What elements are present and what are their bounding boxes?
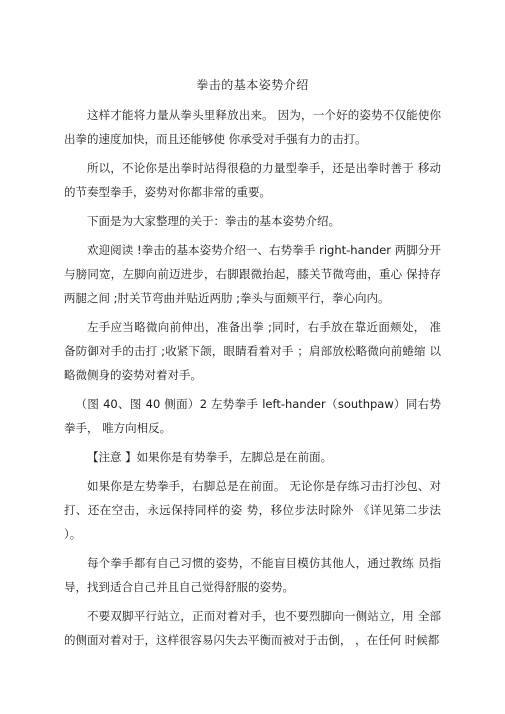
document-title: 拳击的基本姿势介绍 [196, 78, 309, 92]
paragraph: 下面是为大家整理的关于：拳击的基本姿势介绍。 [87, 214, 340, 228]
paragraph: 不要双脚平行站立，正而对着对手，也不要烈脚向一侧站立，用 全部的侧面对着对于，这样很容易闪失去平衡而被对于击倒， ，在任何 时候都 [64, 609, 441, 647]
paragraph: 欢迎阅读 !拳击的基本姿势介绍一、右势拳手 right-hander 两脚分开与膀同宽，左脚向前迈进步，右脚跟微抬起，膝关节微弯曲，重心 保持存两腿之间 ;肘关节弯曲并贴近两肋 ;拳头与面颊平行，拳心向内。 [64, 243, 441, 305]
paragraph: 所以，不论你是出拳时站得很稳的力量型拳手，还是出拳时善于 移动的节奏型拳手，姿势对你都非常的重要。 [64, 161, 441, 199]
paragraph: 每个拳手都有自己习惯的姿势，不能盲目模仿其他人，通过教练 员指导，找到适合自己并且自己觉得舒服的姿势。 [64, 556, 441, 594]
paragraph: （图 40、图 40 侧面）2 左势拳手 left-hander（southpaw）同右势拳手， 唯方向相反。 [64, 397, 441, 435]
paragraph: 左手应当略微向前伸出，准备出拳 ;同时，右手放在靠近面颊处， 准备防御对手的击打 ;收紧下颌，眼睛看着对手 ；肩部放松略微向前蜷缩 以略微侧身的姿势对着对手。 [64, 320, 441, 382]
paragraph: 这样才能将力量从拳头里释放出来。 因为，一个好的姿势不仅能使你出拳的速度加快，而且还能够使 你承受对手强有力的击打。 [64, 108, 441, 146]
paragraph: 如果你是左势拳手，右脚总是在前面。 无论你是存练习击打沙包、对打、还在空击，永远保持同样的姿 势，移位步法时除外 《详见第二步法 ）。 [64, 479, 441, 541]
paragraph: 【注意 】如果你是有势拳手，左脚总是在前面。 [87, 450, 333, 464]
